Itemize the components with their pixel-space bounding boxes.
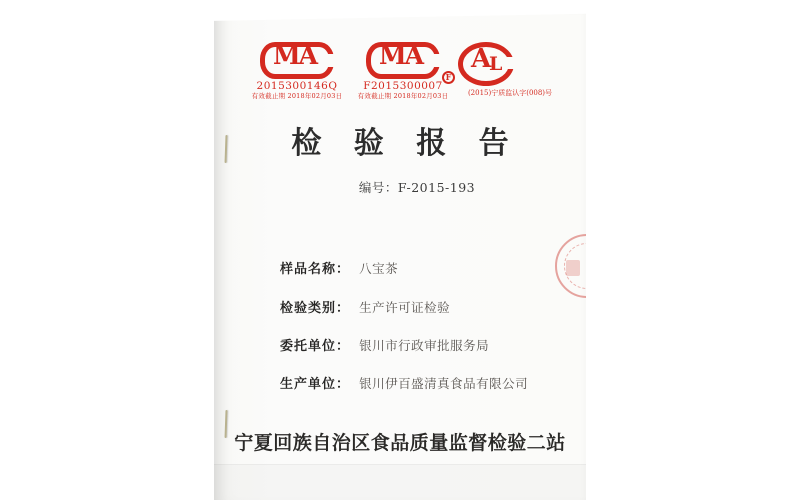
field-label: 生产单位：: [280, 377, 351, 392]
report-number-label: 编号：: [358, 180, 398, 195]
report-cover-page: [214, 12, 586, 500]
field-label: 委托单位：: [280, 339, 351, 354]
cal-letter-a: A: [471, 44, 492, 74]
report-number-value: F-2015-193: [397, 180, 476, 195]
cal-mark-block: [454, 42, 566, 98]
certification-marks-row: [214, 42, 586, 114]
issuing-organization: 宁夏回族自治区食品质量监督检验二站: [234, 432, 566, 454]
field-commissioning-unit: [280, 335, 489, 354]
cma-ring-opening: [325, 54, 337, 67]
field-value: 八宝茶: [359, 261, 399, 276]
cal-certificate-number: (2015)宁质监认字(008)号: [467, 89, 553, 97]
cma-mark-icon: [260, 42, 334, 79]
cma-f-mark-icon: [366, 41, 452, 82]
cal-ring-opening: [507, 57, 516, 69]
page-bottom-shadow: [214, 464, 586, 500]
cma-mark-block: [250, 42, 344, 100]
cma-f-letters: MA: [379, 41, 423, 70]
field-production-unit: [280, 373, 528, 392]
seal-faint-characters: [566, 260, 580, 276]
field-label: 样品名称：: [280, 262, 351, 277]
cma-f-certificate-number: F2015300007: [363, 80, 443, 92]
f-badge-icon: F: [442, 71, 455, 84]
field-inspection-type: [280, 297, 450, 316]
page-title: 检 验 报 告: [291, 126, 515, 161]
cma-f-mark-block: [356, 42, 450, 100]
field-value: 银川伊百盛清真食品有限公司: [359, 376, 529, 391]
field-sample-name: [280, 258, 398, 277]
page-top-edge: [214, 12, 586, 21]
cma-letters: MA: [273, 41, 317, 70]
field-value: 生产许可证检验: [359, 300, 451, 315]
cma-f-validity-date: 有效截止期 2018年02月03日: [357, 92, 449, 100]
field-label: 检验类别：: [280, 301, 351, 316]
red-seal-stamp-bleedthrough: [555, 234, 586, 298]
report-number-line: [214, 178, 586, 196]
cal-letter-l: L: [489, 53, 503, 75]
cma-certificate-number: 2015300146Q: [256, 80, 338, 92]
field-value: 银川市行政审批服务局: [359, 338, 490, 353]
cal-mark-icon: [458, 42, 514, 86]
cma-validity-date: 有效截止期 2018年02月03日: [251, 92, 343, 100]
cma-f-ring-opening: [431, 54, 443, 67]
